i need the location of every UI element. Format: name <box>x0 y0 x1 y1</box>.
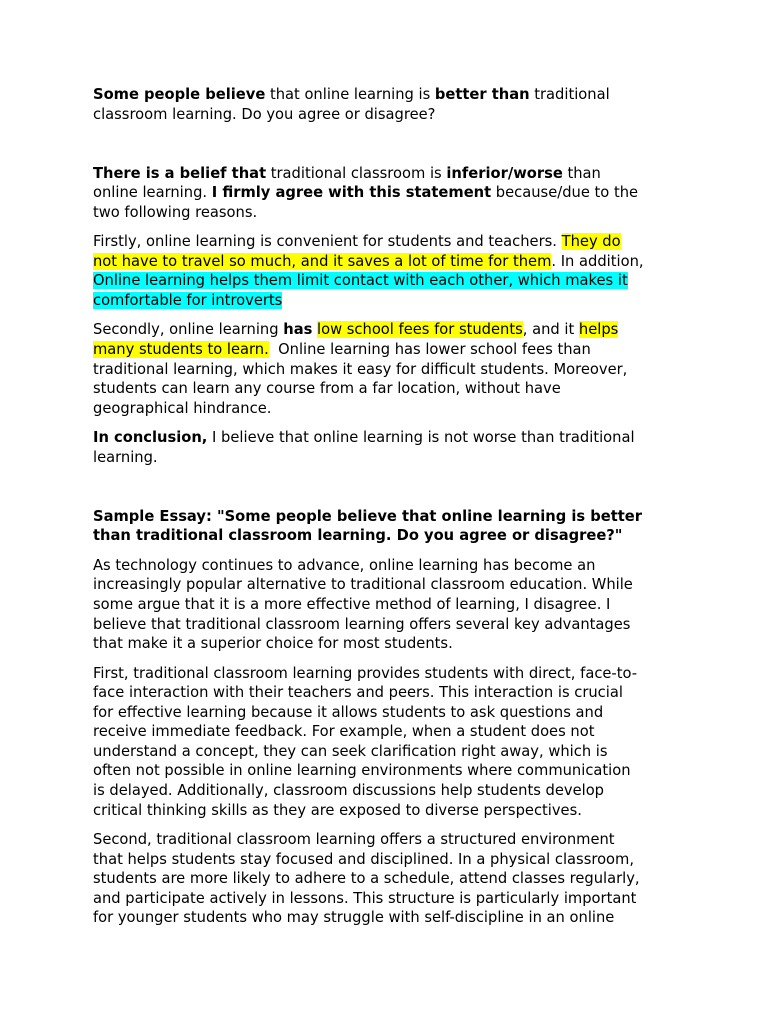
text-line <box>93 664 753 684</box>
text-run: traditional <box>529 86 610 103</box>
bold-text: better than <box>434 86 530 103</box>
text-run: traditional classroom is <box>266 164 447 182</box>
text-run: Second, traditional classroom learning offers a structured environment <box>93 831 615 849</box>
text-line <box>93 183 753 203</box>
text-run: face interaction with their teachers and peers. This interaction is crucial <box>93 684 623 702</box>
text-line <box>93 320 753 340</box>
text-line <box>93 105 753 125</box>
text-run: Online learning has lower school fees than <box>268 341 591 359</box>
text-line <box>93 271 753 291</box>
conclusion-paragraph <box>93 428 753 467</box>
text-run: than <box>562 164 601 182</box>
text-run: Secondly, online learning <box>93 321 284 339</box>
text-run: receive immediate feedback. For example, when a student does not <box>93 723 595 741</box>
text-run: because/due to the <box>491 184 639 202</box>
text-run: some argue that it is a more effective method of learning, I disagree. I <box>93 596 611 614</box>
text-run: increasingly popular alternative to traditional classroom education. While <box>93 576 633 594</box>
highlighted-text: many students to learn. <box>93 341 269 359</box>
highlighted-text: helps <box>578 321 619 339</box>
highlighted-text: comfortable for introverts <box>93 291 283 309</box>
bold-text: than traditional classroom learning. Do you agree or disagree?" <box>93 527 623 545</box>
text-run: Firstly, online learning is convenient for students and teachers. <box>93 233 562 251</box>
text-line <box>93 428 753 448</box>
text-run: traditional learning, which makes it easy for difficult students. Moreover, <box>93 360 628 378</box>
text-line <box>93 703 753 723</box>
essay-prompt <box>93 85 753 124</box>
text-run: As technology continues to advance, online learning has become an <box>93 556 596 574</box>
text-run: often not possible in online learning environments where communication <box>93 762 631 780</box>
text-line <box>93 801 753 821</box>
text-line <box>93 634 753 654</box>
text-line <box>93 830 753 850</box>
text-line <box>93 908 753 928</box>
text-run: First, traditional classroom learning provides students with direct, face-to- <box>93 664 638 682</box>
sample-intro-paragraph <box>93 556 753 654</box>
text-line <box>93 526 753 546</box>
text-run: is delayed. Additionally, classroom discussions help students develop <box>93 781 604 799</box>
highlighted-text: not have to travel so much, and it saves a lot of time for them <box>93 252 552 270</box>
text-line <box>93 722 753 742</box>
text-line <box>93 164 753 184</box>
bold-text: Sample Essay: "Some people believe that online learning is better <box>93 507 643 525</box>
text-line <box>93 556 753 576</box>
text-run: that make it a superior choice for most students. <box>93 635 453 653</box>
text-line <box>93 742 753 762</box>
highlighted-text: They do <box>561 233 621 251</box>
text-run: and participate actively in lessons. This structure is particularly important <box>93 889 637 907</box>
bold-text: In conclusion, <box>93 429 208 447</box>
text-line <box>93 232 753 252</box>
text-line <box>93 869 753 889</box>
bold-text: inferior/worse <box>446 164 563 182</box>
text-line <box>93 203 753 223</box>
sample-body-paragraph-second <box>93 830 753 928</box>
body-paragraph-secondly <box>93 320 753 418</box>
text-run: for effective learning because it allows students to ask questions and <box>93 703 604 721</box>
text-line <box>93 761 753 781</box>
text-run: believe that traditional classroom learning offers several key advantages <box>93 615 631 633</box>
body-paragraph-firstly <box>93 232 753 310</box>
bold-text: There is a belief that <box>93 164 267 182</box>
text-run: learning. <box>93 448 158 466</box>
text-line <box>93 340 753 360</box>
bold-text: has <box>283 321 313 339</box>
highlighted-text: low school fees for students <box>317 321 523 339</box>
text-run: . In addition, <box>551 252 644 270</box>
text-line <box>93 889 753 909</box>
text-line <box>93 448 753 468</box>
sample-body-paragraph-first <box>93 664 753 820</box>
text-line <box>93 360 753 380</box>
text-run: critical thinking skills as they are exposed to diverse perspectives. <box>93 801 582 819</box>
text-line <box>93 252 753 272</box>
text-line <box>93 595 753 615</box>
text-run: online learning. <box>93 184 212 202</box>
text-line <box>93 291 753 311</box>
text-run: , and it <box>522 321 579 339</box>
text-run: geographical hindrance. <box>93 399 272 417</box>
highlighted-text: Online learning helps them limit contact with each other, which makes it <box>93 272 628 290</box>
text-line <box>93 507 753 527</box>
text-line <box>93 399 753 419</box>
text-line <box>93 850 753 870</box>
text-run: students can learn any course from a far location, without have <box>93 380 561 398</box>
document-body <box>93 85 753 938</box>
text-line <box>93 781 753 801</box>
text-line <box>93 683 753 703</box>
text-run: students are more likely to adhere to a schedule, attend classes regularly, <box>93 870 640 888</box>
text-line <box>93 615 753 635</box>
text-line <box>93 575 753 595</box>
text-run: I believe that online learning is not worse than traditional <box>207 429 635 447</box>
intro-paragraph <box>93 134 753 222</box>
sample-essay-title <box>93 477 753 546</box>
text-run: understand a concept, they can seek clarification right away, which is <box>93 742 608 760</box>
text-run: classroom learning. Do you agree or disagree? <box>93 105 436 123</box>
text-line <box>93 379 753 399</box>
text-run: for younger students who may struggle with self-discipline in an online <box>93 909 615 927</box>
bold-text: I firmly agree with this statement <box>211 184 492 202</box>
bold-text: Some people believe <box>93 86 266 103</box>
text-run: two following reasons. <box>93 203 258 221</box>
text-run: that helps students stay focused and disciplined. In a physical classroom, <box>93 850 635 868</box>
text-run: that online learning is <box>265 86 435 103</box>
text-line <box>93 85 753 105</box>
